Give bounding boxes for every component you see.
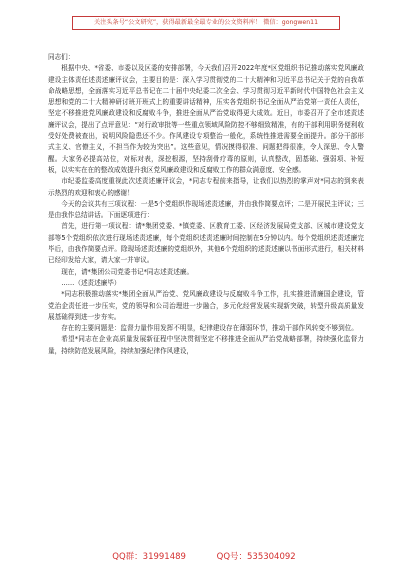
paragraph: 希望*同志在企业高质量发展新征程中坚决贯彻坚定不移推进全面从严治党战略部署，持续强化监督力量，持续防范发展风险，持续加强纪律作风建设，	[48, 335, 364, 355]
paragraph: 存在的主要问题是：监督力量作用发挥不明显，纪律建设存在薄弱环节，推动干部作风转变不够到位。	[61, 324, 358, 333]
paragraph: 现在，请*集团公司党委书记*同志述责述廉。	[61, 267, 194, 276]
paragraph: 今天的会议共有三项议程：一是5个党组织作现场述责述廉，并由我作简要点评；二是开展民主评议；三是由我作总结讲话。下面逐项进行：	[48, 199, 364, 220]
ellipsis-line: ……（述责述廉毕）	[61, 278, 121, 287]
contact-footer	[0, 550, 408, 564]
qq-group-text: QQ群：31991489	[112, 552, 186, 562]
qq-number-text: QQ号：535304092	[216, 552, 296, 562]
promo-banner: 关注头条号“公文研究”，获得最新最全最专业的公文资料库！ 微信：gongwen11	[72, 16, 340, 30]
document-body	[48, 52, 364, 357]
paragraph: 根据中央、*省委、市委以及区委的安排部署，今天我们召开2022年度*区党组织书记推动落实党风廉政建设主体责任述责述廉评议会，主要目的是：深入学习贯彻党的二十大精神和习近平总书记关于党的自我革命战略思想，全面落实习近平总书记在二十届中央纪委二次全会、学习贯彻习近平新时代中国特色社会主义思想和党的二十大精神研讨班开班式上的重要讲话精神，压实各党组织书记全面从严治党第一责任人责任，坚定不移推进党风廉政建设和反腐败斗争，推进全面从严治党取得更大成效。近日，市委召开了全市述责述廉评议会，提出了点评意见：“对行政审批等一些重点领域风险防控不够细致精准，有的干部利用职务便利收受好处费被查出，说明风险隐患还不少。作风建设专项整治一般化，系统性推进需要全面提升。部分干部形式主义、官僚主义，不担当作为较为突出”。这些意见，情况摸得很准、问题把得很准，令人深思、令人警醒。大家务必提高站位，对标对表，深挖根源，坚持刮骨疗毒的原则，认真整改，固基础、强弱项、补短板，以实实在在的整改成效提升我区党风廉政建设和反腐败工作的群众满意度、安全感。	[48, 64, 364, 174]
paragraph: 首先，进行第一项议程：请*集团党委、*镇党委、区教育工委、区经济发展局党支部、区城市建设党支部等5个党组织依次进行现场述责述廉，每个党组织述责述廉时间控制在5分钟以内。每个党组织述责述廉完毕后，由我作简要点评。除现场述责述廉的党组织外，其他6个党组织的述责述廉以书面形式进行，相关材料已经印发给大家，请大家一并审议。	[48, 222, 364, 265]
paragraph: *同志积极推动落实*集团全面从严治党、党风廉政建设与反腐败斗争工作，扎实推进清廉国企建设，管党治企责任进一步压实，党的领导和公司治理进一步融合，多元化经营发展实现新突破，转型升级高质量发展基础得到进一步夯实。	[48, 290, 364, 321]
greeting: 同志们：	[48, 53, 75, 61]
paragraph: 市纪委监委高度重视此次述责述廉评议会，*同志专程前来指导，让我们以热烈的掌声对*同志的到来表示热烈的欢迎和衷心的感谢！	[48, 177, 364, 197]
